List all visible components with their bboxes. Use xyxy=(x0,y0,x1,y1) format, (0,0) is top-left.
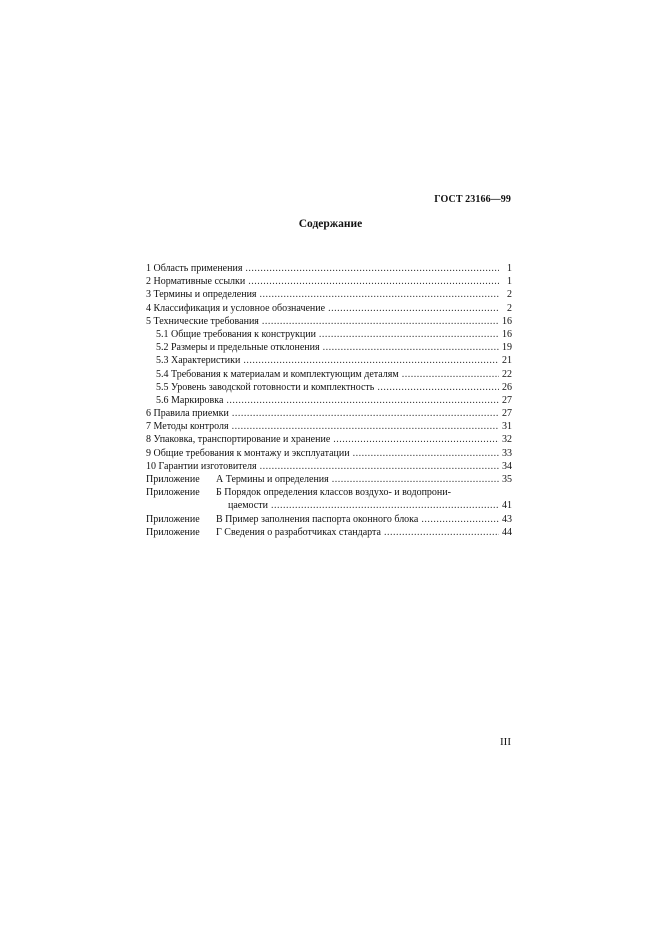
appendix-page: 35 xyxy=(502,474,512,485)
appendix-label-continuation: цаемости xyxy=(228,500,268,512)
toc-entry-page: 2 xyxy=(507,289,512,301)
toc-entry-page: 1 xyxy=(507,276,512,288)
toc-entry-label: 5.5 Уровень заводской готовности и комплектность xyxy=(156,381,375,393)
leader-dots xyxy=(323,341,499,354)
toc-entry-label: 6 Правила приемки xyxy=(146,408,229,420)
toc-entry-page: 1 xyxy=(507,263,512,274)
toc-subentry[interactable] xyxy=(146,341,512,354)
appendix-page: 43 xyxy=(502,513,512,525)
toc-entry-page: 33 xyxy=(502,447,512,459)
toc-entry[interactable] xyxy=(146,302,512,315)
toc-appendix[interactable] xyxy=(146,473,512,486)
toc-entry-page: 21 xyxy=(502,355,512,367)
toc-entry-page: 32 xyxy=(502,434,512,446)
toc-entry-page: 26 xyxy=(502,381,512,393)
toc-entry-label: 4 Классификация и условное обозначение xyxy=(146,302,326,314)
leader-dots xyxy=(260,460,499,473)
toc-title: Содержание xyxy=(298,218,363,230)
toc-appendix[interactable] xyxy=(146,486,512,499)
toc-entry-label: 1 Область применения xyxy=(146,263,243,274)
appendix-prefix: Приложение xyxy=(146,526,200,538)
leader-dots xyxy=(319,328,499,341)
leader-dots xyxy=(377,381,499,394)
toc-entry-page: 16 xyxy=(502,315,512,327)
appendix-page: 44 xyxy=(502,526,512,538)
leader-dots xyxy=(262,315,499,328)
appendix-prefix: Приложение xyxy=(146,487,200,499)
leader-dots xyxy=(226,394,499,407)
toc-entry-label: 3 Термины и определения xyxy=(146,289,257,301)
appendix-label: В Пример заполнения паспорта оконного блока xyxy=(216,513,419,525)
leader-dots xyxy=(332,473,499,486)
leader-dots xyxy=(245,262,499,275)
leader-dots xyxy=(232,407,499,420)
toc-entry-label: 10 Гарантии изготовителя xyxy=(146,460,257,472)
leader-dots xyxy=(384,526,499,539)
toc-entry-label: 5.4 Требования к материалам и комплектующим деталям xyxy=(156,368,399,380)
toc-entry-page: 2 xyxy=(507,302,512,314)
toc-entry[interactable] xyxy=(146,460,512,473)
leader-dots xyxy=(232,420,499,433)
page-number: III xyxy=(500,736,511,748)
toc-entry-label: 8 Упаковка, транспортирование и хранение xyxy=(146,434,331,446)
toc-entry-page: 27 xyxy=(502,394,512,406)
toc-subentry[interactable] xyxy=(146,394,512,407)
toc-entry[interactable] xyxy=(146,433,512,446)
toc-appendix[interactable] xyxy=(146,513,512,526)
toc-entry-label: 5.2 Размеры и предельные отклонения xyxy=(156,342,320,354)
toc-entry[interactable] xyxy=(146,447,512,460)
toc-subentry[interactable] xyxy=(146,368,512,381)
toc-entry-page: 27 xyxy=(502,408,512,420)
toc-entry-label: 7 Методы контроля xyxy=(146,421,229,433)
toc-entry-page: 19 xyxy=(502,342,512,354)
appendix-label: Г Сведения о разработчиках стандарта xyxy=(216,526,381,538)
toc-entry[interactable] xyxy=(146,407,512,420)
toc-entry-page: 22 xyxy=(502,368,512,380)
leader-dots xyxy=(271,499,499,512)
toc-entry-label: 9 Общие требования к монтажу и эксплуатации xyxy=(146,447,350,459)
toc-entry-label: 5.6 Маркировка xyxy=(156,394,224,406)
toc-subentry[interactable] xyxy=(146,381,512,394)
appendix-page: 41 xyxy=(502,500,512,512)
toc-entry-label: 5.1 Общие требования к конструкции xyxy=(156,328,316,340)
toc-subentry[interactable] xyxy=(146,354,512,367)
leader-dots xyxy=(248,275,499,288)
toc-entry-page: 31 xyxy=(502,421,512,433)
toc-entry[interactable] xyxy=(146,288,512,301)
toc-entry[interactable] xyxy=(146,420,512,433)
toc-entry[interactable] xyxy=(146,315,512,328)
toc-entry[interactable] xyxy=(146,262,512,275)
toc-appendix-continuation[interactable] xyxy=(146,499,512,512)
appendix-prefix: Приложение xyxy=(146,474,200,485)
toc-subentry[interactable] xyxy=(146,328,512,341)
document-code: ГОСТ 23166—99 xyxy=(434,194,511,205)
table-of-contents xyxy=(146,262,512,539)
appendix-prefix: Приложение xyxy=(146,513,200,525)
toc-entry-page: 34 xyxy=(502,460,512,472)
leader-dots xyxy=(260,288,499,301)
leader-dots xyxy=(243,354,499,367)
appendix-label: Б Порядок определения классов воздухо- и водопрони- xyxy=(216,487,451,499)
leader-dots xyxy=(353,447,499,460)
toc-entry-label: 5 Технические требования xyxy=(146,315,259,327)
toc-entry-label: 5.3 Характеристики xyxy=(156,355,241,367)
leader-dots xyxy=(402,368,499,381)
toc-entry[interactable] xyxy=(146,275,512,288)
toc-entry-label: 2 Нормативные ссылки xyxy=(146,276,246,288)
leader-dots xyxy=(328,302,499,315)
leader-dots xyxy=(421,513,499,526)
toc-appendix[interactable] xyxy=(146,526,512,539)
leader-dots xyxy=(333,433,499,446)
appendix-label: А Термины и определения xyxy=(216,474,329,485)
toc-entry-page: 16 xyxy=(502,328,512,340)
